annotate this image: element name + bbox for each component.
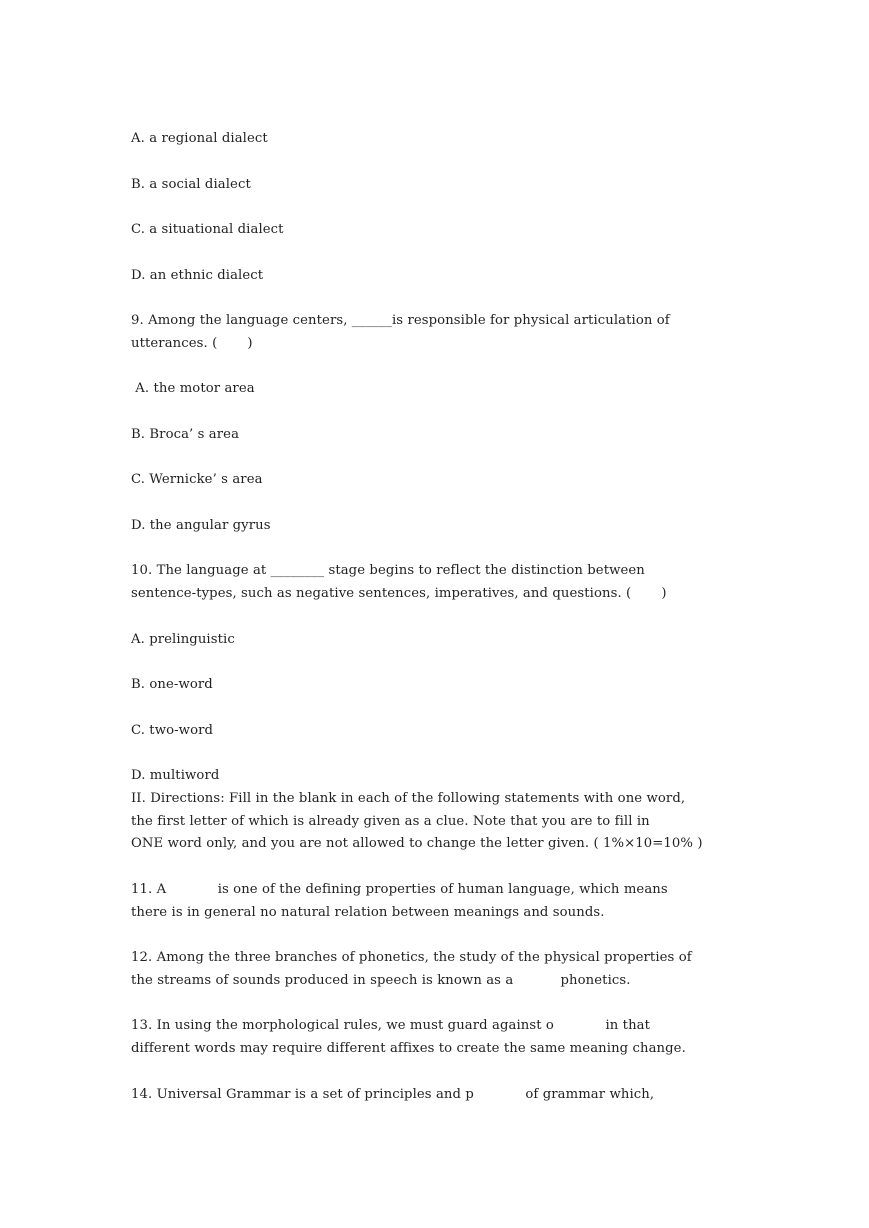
q14-stem-line1: 14. Universal Grammar is a set of principles and p of grammar which, (131, 1087, 655, 1102)
q9-option-d: D. the angular gyrus (131, 518, 271, 533)
q11-stem-line1: 11. A is one of the defining properties of human language, which means (131, 882, 668, 897)
q8-option-c: C. a situational dialect (131, 222, 284, 237)
q11-stem-line2: there is in general no natural relation between meanings and sounds. (131, 905, 605, 920)
q8-option-b: B. a social dialect (131, 177, 251, 192)
q10-option-d: D. multiword (131, 768, 220, 783)
q10-option-b: B. one-word (131, 677, 213, 692)
q8-option-a: A. a regional dialect (131, 131, 268, 146)
q9-stem-line2: utterances. ( ) (131, 336, 253, 351)
q10-option-a: A. prelinguistic (131, 632, 235, 647)
q9-option-c: C. Wernicke’ s area (131, 472, 263, 487)
q9-option-b: B. Broca’ s area (131, 427, 240, 442)
q10-stem-line2: sentence-types, such as negative sentences, imperatives, and questions. ( ) (131, 586, 667, 601)
q12-stem-line2: the streams of sounds produced in speech is known as a phonetics. (131, 973, 631, 988)
q12-stem-line1: 12. Among the three branches of phonetics, the study of the physical properties of (131, 950, 692, 965)
q13-stem-line1: 13. In using the morphological rules, we must guard against o in that (131, 1018, 651, 1033)
q9-option-a: A. the motor area (131, 381, 255, 396)
section2-directions-line3: ONE word only, and you are not allowed to change the letter given. ( 1%×10=10% ) (131, 836, 703, 851)
section2-directions-line2: the first letter of which is already given as a clue. Note that you are to fill in (131, 814, 650, 829)
q10-option-c: C. two-word (131, 723, 214, 738)
section2-directions-line1: II. Directions: Fill in the blank in each of the following statements with one word, (131, 791, 686, 806)
q10-stem-line1: 10. The language at ________ stage begins to reflect the distinction between (131, 563, 645, 578)
q8-option-d: D. an ethnic dialect (131, 268, 264, 283)
q9-stem-line1: 9. Among the language centers, ______is responsible for physical articulation of (131, 313, 670, 328)
q13-stem-line2: different words may require different affixes to create the same meaning change. (131, 1041, 686, 1056)
